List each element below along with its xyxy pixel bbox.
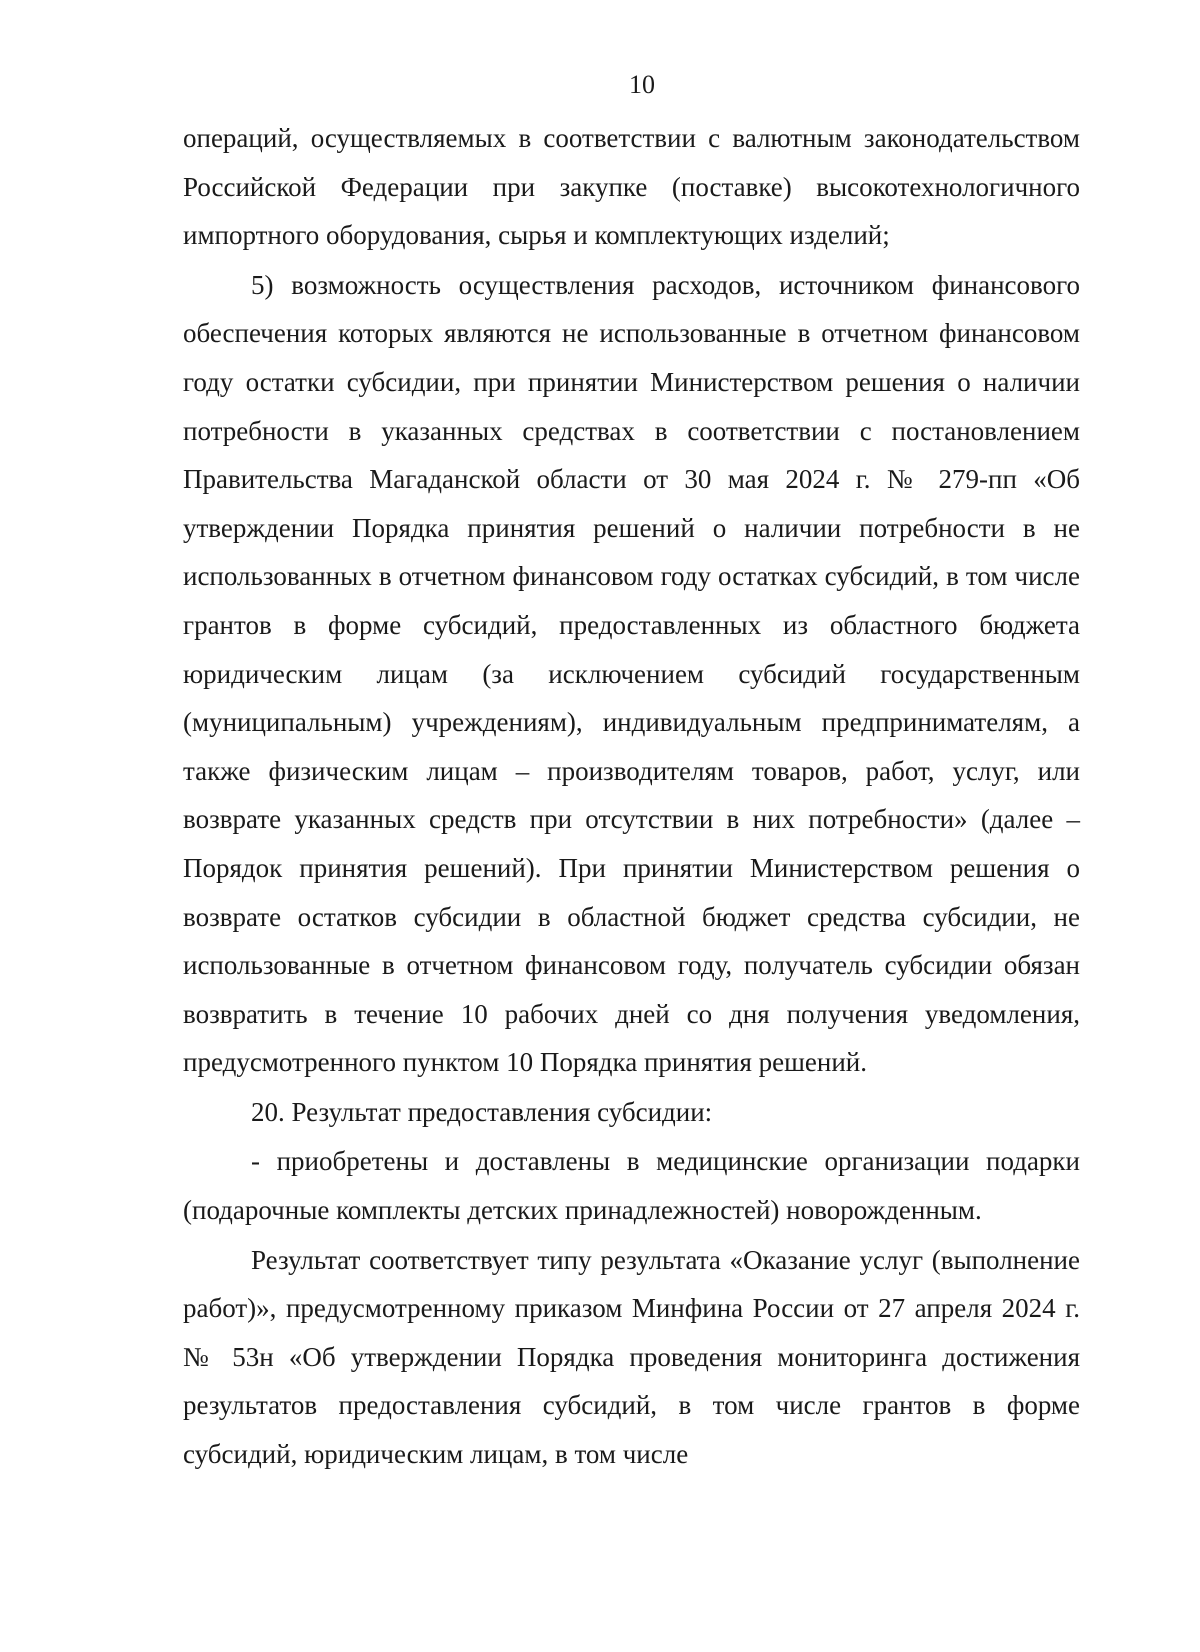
paragraph-result-type: Результат соответствует типу результата «Оказание услуг (выполнение работ)», предусмотренному приказом Минфина России от 27 апреля 2024 г. № 53н «Об утверждении Порядка проведения мониторинга достижения результатов предоставления субсидий, в том числе грантов в форме субсидий, юридическим лицам, в том числе [183,1244,1080,1470]
paragraph-result-item: - приобретены и доставлены в медицинские организации подарки (подарочные комплекты детских принадлежностей) новорожденным. [183,1146,1080,1226]
page-number: 10 [629,70,655,99]
document-body [183,114,1080,1479]
paragraph-item-5: 5) возможность осуществления расходов, источником финансового обеспечения которых являются не использованные в отчетном финансовом году остатки субсидии, при принятии Министерством решения о наличии потребности в указанных средствах в соответствии с постановлением Правительства Магаданской области от 30 мая 2024 г. № 279-пп «Об утверждении Порядка принятия решений о наличии потребности в не использованных в отчетном финансовом году остатках субсидий, в том числе грантов в форме субсидий, предоставленных из областного бюджета юридическим лицам (за исключением субсидий государственным (муниципальным) учреждениям), индивидуальным предпринимателям, а также физическим лицам – производителям товаров, работ, услуг, или возврате указанных средств при отсутствии в них потребности» (далее – Порядок принятия решений). При принятии Министерством решения о возврате остатков субсидии в областной бюджет средства субсидии, не использованные в отчетном финансовом году, получатель субсидии обязан возвратить в течение 10 рабочих дней со дня получения уведомления, предусмотренного пунктом 10 Порядка принятия решений. [183,269,1080,1078]
paragraph-section-20-heading: 20. Результат предоставления субсидии: [251,1096,713,1127]
paragraph-continuation: операций, осуществляемых в соответствии с валютным законодательством Российской Федерации при закупке (поставке) высокотехнологичного импортного оборудования, сырья и комплектующих изделий; [183,123,1080,251]
